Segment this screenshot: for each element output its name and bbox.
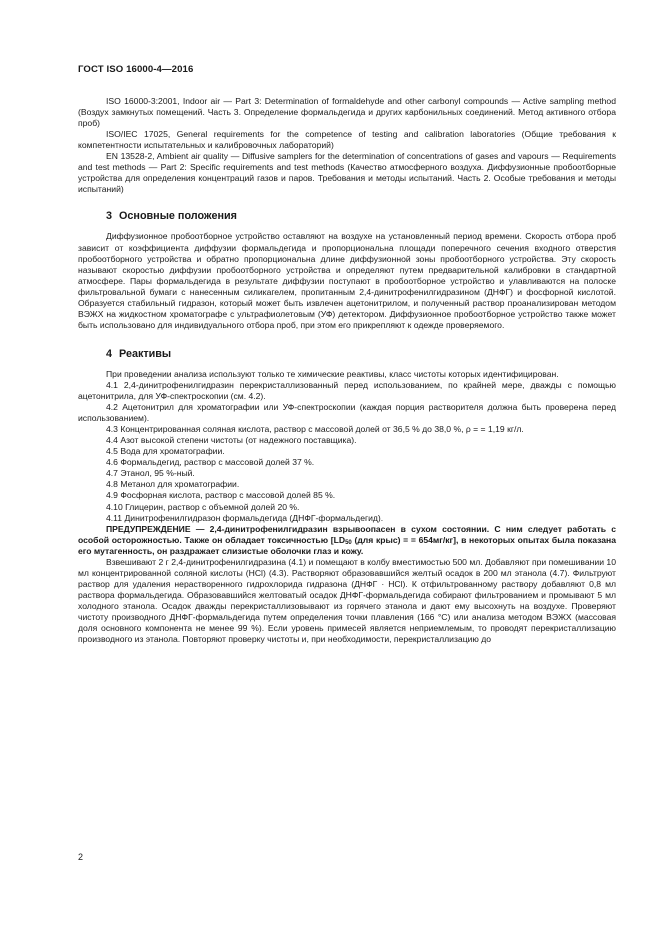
reagent-item: 4.11 Динитрофенилгидразон формальдегида (ДНФГ-формальдегид). <box>106 512 384 523</box>
document-body <box>78 96 616 645</box>
reagent-item: 4.7 Этанол, 95 %-ный. <box>106 468 195 479</box>
page-number: 2 <box>78 852 84 862</box>
reagent-item: 4.5 Вода для хроматографии. <box>106 446 225 457</box>
warning-paragraph <box>78 524 616 557</box>
preparation-procedure: Взвешивают 2 г 2,4-динитрофенилгидразина (4.1) и помещают в колбу вместимостью 500 мл. Добавляют при помешивании 10 мл концентрированной соляной кислоты (HCl) (4.3). Растворяют образовавшийся желтый осадок в 200 мл этанола (4.7). Фильтруют раствор для удаления нерастворенного гидрохлорида гидразона (ДНФГ · HCl). К отфильтрованному раствору добавляют 0,8 мл раствора формальдегида. Образовавшийся желтоватый осадок ДНФГ-формальдегида собирают фильтрованием и промывают 5 мл холодного этанола. Осадок дважды перекристаллизовывают из горячего этанола и дают ему высохнуть на воздухе. Проверяют чистоту производного ДНФГ-формальдегида путем определения точки плавления (166 °С) или анализа методом ВЭЖХ (массовая доля основного компонента не менее 99 %). Если уровень примесей является неприемлемым, то проводят перекристаллизацию производного из этанола. Повторяют проверку чистоты и, при необходимости, перекристаллизацию до <box>78 556 616 645</box>
warning-subscript: 50 <box>345 539 352 546</box>
reagent-item: 4.8 Метанол для хроматографии. <box>106 479 240 490</box>
reagent-item: 4.6 Формальдегид, раствор с массовой долей 37 %. <box>106 457 315 468</box>
section-4-title: Реактивы <box>119 347 172 360</box>
section-4-intro: При проведении анализа используют только те химические реактивы, класс чистоты которых идентифицирован. <box>106 368 559 379</box>
section-3-text: Диффузионное пробоотборное устройство оставляют на воздухе на установленный период времени. Скорость отбора проб зависит от коэффициента диффузии формальдегида и пропорциональна площади поперечного сечения входного отверстия пробоотборного устройства и обратно пропорциональна длине диффузионной зоны пробоотборного устройства. Эту скорость называют скоростью диффузии пробоотборного устройства и определяют путем предварительной калибровки в стандартной атмосфере. Пары формальдегида в результате диффузии поступают в пробоотборное устройство и улавливаются на полоске фильтровальной бумаги с нанесенным силикагелем, пропитанным 2,4-динитрофенилгидразином (ДНФГ) и фосфорной кислотой. Образуется стабильный гидразон, который может быть извлечен ацетонитрилом, и полученный раствор проанализирован методом ВЭЖХ на жидкостном хроматографе с ультрафиолетовым (УФ) детектором. Диффузионное пробоотборное устройство также может быть использовано для индивидуального отбора проб, при этом его прикрепляют к одежде проверяемого. <box>78 231 616 330</box>
section-4-number: 4 <box>106 347 113 360</box>
reference-iso-16000-3: ISO 16000-3:2001, Indoor air — Part 3: Determination of formaldehyde and other carbonyl compounds — Active sampling method (Воздух замкнутых помещений. Часть 3. Определение формальдегида и других карбонильных соединений. Метод активного отбора проб) <box>78 96 616 129</box>
reagent-item: 4.2 Ацетонитрил для хроматографии или УФ-спектроскопии (каждая порция растворителя должна быть проверена перед использованием). <box>78 402 616 424</box>
document-header: ГОСТ ISO 16000-4—2016 <box>78 64 194 75</box>
reagent-item: 4.3 Концентрированная соляная кислота, раствор с массовой долей от 36,5 % до 38,0 %, ρ = = 1,19 кг/л. <box>106 424 524 435</box>
reference-en-13528-2: EN 13528-2, Ambient air quality — Diffusive samplers for the determination of concentrations of gases and vapours — Requirements and test methods — Part 2: Specific requirements and test methods (Качество атмосферного воздуха. Диффузионные пробоотборные устройства для определения концентраций газов и паров. Требования и методы испытаний. Часть 2. Особые требования и методы испытаний) <box>78 151 616 195</box>
warning-text-b: (для крыс) = = 654мг/кг], в некоторых опытах была показана его мутагенность, он раздражает слизистые оболочки глаз и кожу. <box>78 534 616 556</box>
reference-iso-iec-17025: ISO/IEC 17025, General requirements for the competence of testing and calibration laboratories (Общие требования к компетентности испытательных и калибровочных лабораторий) <box>78 129 616 151</box>
section-3-title: Основные положения <box>119 210 237 223</box>
reagent-item: 4.9 Фосфорная кислота, раствор с массовой долей 85 %. <box>106 490 336 501</box>
warning-text-a: ПРЕДУПРЕЖДЕНИЕ — 2,4-динитрофенилгидразин взрывоопасен в сухом состоянии. С ним следует работать с особой осторожностью. Также он обладает токсичностью [LD <box>78 523 616 545</box>
section-3-number: 3 <box>106 210 113 223</box>
reagent-item: 4.10 Глицерин, раствор с объемной долей 20 %. <box>106 501 300 512</box>
reagent-item: 4.1 2,4-динитрофенилгидразин перекристаллизованный перед использованием, по крайней мере, дважды с помощью ацетонитрила, для УФ-спектроскопии (см. 4.2). <box>78 379 616 402</box>
section-3-heading <box>78 211 616 222</box>
reagent-item: 4.4 Азот высокой степени чистоты (от надежного поставщика). <box>106 435 357 446</box>
section-4-heading <box>78 349 616 360</box>
